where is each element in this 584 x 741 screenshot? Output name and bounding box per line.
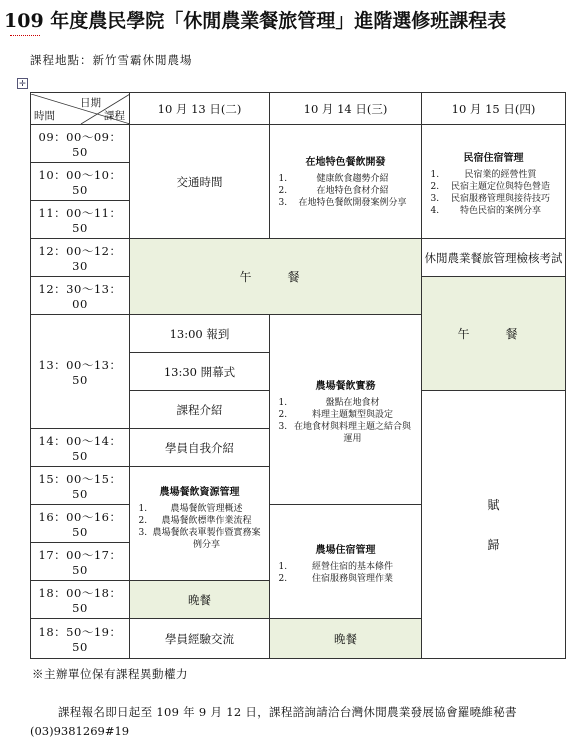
list-item: 1. 盤點在地食材 [290,397,415,409]
registration-info: 課程報名即日起至 109 年 9 月 12 日，課程諮詢請洽台灣休閒農業發展協會羅曉維秘書 [58,705,517,719]
block-title: 農場餐飲實務 [315,381,376,392]
list-item: 1. 健康飲食趨勢介紹 [290,173,415,185]
list-item: 1. 農場餐飲管理概述 [150,503,263,515]
list-item: 1. 經營住宿的基本條件 [290,561,415,573]
header-date-label: 日期 [80,96,101,109]
time-slot: 12：00～12：30 [31,239,130,277]
day2-block-practice [270,315,422,505]
day1-self-intro: 學員自我介紹 [130,429,270,467]
time-slot: 12：30～13：00 [31,277,130,315]
day3-block-bnb [422,125,566,239]
list-item: 1. 民宿業的經營性質 [442,169,559,181]
day3-lunch: 午 餐 [422,277,566,391]
day1-course-intro: 課程介紹 [130,391,270,429]
day1-opening: 13:30 開幕式 [130,353,270,391]
list-item: 3. 在地食材與料理主題之結合與運用 [290,421,415,445]
day3-return-home [422,391,566,659]
day1-checkin: 13:00 報到 [130,315,270,353]
list-item: 2. 農場餐飲標準作業流程 [150,515,263,527]
list-item: 3. 在地特色餐飲開發案例分享 [290,197,415,209]
time-slot: 18：50～19：50 [31,619,130,659]
time-slot: 10：00～10：50 [31,163,130,201]
course-location: 課程地點：新竹雪霸休閒農場 [30,53,193,67]
block-title: 農場餐飲資源管理 [159,487,240,498]
time-slot: 14：00～14：50 [31,429,130,467]
day1-dinner: 晚餐 [130,581,270,619]
schedule-change-note: ※主辦單位保有課程異動權力 [32,667,188,681]
time-slot: 16：00～16：50 [31,505,130,543]
spellcheck-underline [10,32,40,36]
day-header-3: 10 月 15 日(四) [422,93,566,125]
day2-dinner: 晚餐 [270,619,422,659]
table-row [31,125,566,163]
day-header-1: 10 月 13 日(二) [130,93,270,125]
list-item: 3. 民宿服務管理與接待技巧 [442,193,559,205]
header-row [31,93,566,125]
day2-block-local-cuisine [270,125,422,239]
time-slot: 18：00～18：50 [31,581,130,619]
day-header-2: 10 月 14 日(三) [270,93,422,125]
time-slot: 09：00～09：50 [31,125,130,163]
block-title: 在地特色餐飲開發 [305,157,386,168]
list-item: 2. 住宿服務與管理作業 [290,573,415,585]
return-home-text: 賦 歸 [487,497,500,552]
time-slot: 11：00～11：50 [31,201,130,239]
list-item: 2. 民宿主題定位與特色營造 [442,181,559,193]
diagonal-header-cell [31,93,130,125]
list-item: 2. 料理主題類型與設定 [290,409,415,421]
page-title: 109 年度農民學院「休閒農業餐旅管理」進階選修班課程表 [4,6,582,33]
day1-exchange: 學員經驗交流 [130,619,270,659]
time-slot: 15：00～15：50 [31,467,130,505]
header-course-label: 課程 [104,109,125,122]
header-time-label: 時間 [34,109,55,122]
block-title: 農場住宿管理 [315,545,376,556]
contact-phone: (03)9381269#19 [30,724,130,738]
list-item: 3. 農場餐飲表單製作暨實務案例分享 [150,527,263,551]
list-item: 4. 特色民宿的案例分享 [442,205,559,217]
list-item: 2. 在地特色食材介紹 [290,185,415,197]
day2-block-lodging [270,505,422,619]
time-slot: 13：00～13：50 [31,315,130,429]
schedule-table [30,92,566,659]
table-move-handle-icon[interactable]: ✛ [17,78,28,89]
time-slot: 17：00～17：50 [31,543,130,581]
table-row [31,239,566,277]
day3-exam: 休閒農業餐旅管理檢核考試 [422,239,566,277]
day1-block-resource [130,467,270,581]
day1-travel: 交通時間 [130,125,270,239]
lunch-day1-2: 午 餐 [130,239,422,315]
block-title: 民宿住宿管理 [463,153,524,164]
